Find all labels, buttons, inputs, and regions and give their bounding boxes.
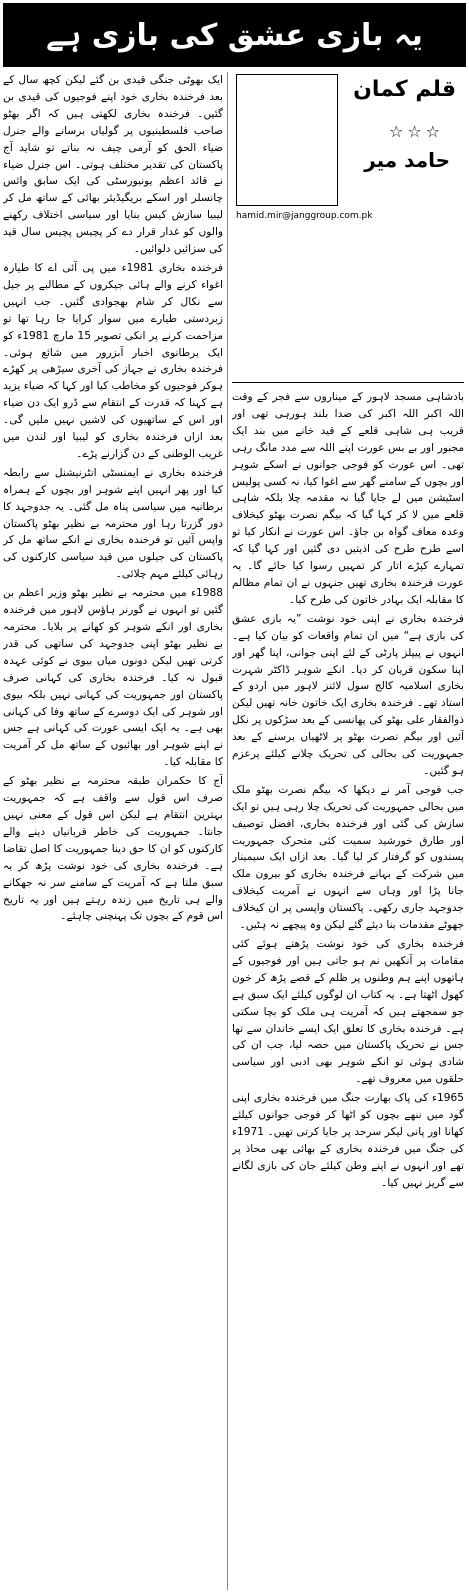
article-body-right-column: [232, 72, 464, 1590]
article-body-left-column: [3, 72, 223, 1590]
paragraph: ایک بھوٹی جنگی قیدی بن گئے لیکن کچھ سال کے بعد فرخندہ بخاری خود اپنے فوجیوں کی قیدی بن گئیں۔ فرخندہ بخاری لکھتی ہیں کہ اگر بھٹو صاحب فلسطینیوں پر گولیاں برسانے والے جنرل ضیاء الحق کو آرمی چیف نہ بناتے تو شاید آج پاکستان کی تقدیر مختلف ہوتی۔ اس جنرل ضیاء نے قائد اعظم یونیورسٹی کی ایک سابق وائس چانسلر اور اسکے بریگیڈیئر بھائی کے ساتھ مل کر لیبیا سازش کیس بنایا اور سیاسی اختلاف رکھنے والوں کو غدار قرار دے کر پچیس پچیس سال قید کی سزائیں دلوائیں۔: [3, 74, 223, 256]
article-title-text: یہ بازی عشق کی بازی ہے: [46, 17, 423, 53]
paragraph: جب فوجی آمر نے دیکھا کہ بیگم نصرت بھٹو ملک میں بحالی جمہوریت کی تحریک چلا رہی ہیں تو ایک سازش کی گئی اور فرخندہ بخاری، افضل توصیف اور طارق خورشید سمیت کئی متحرک جمہوریت پسندوں کو گرفتار کر لیا گیا۔ بعد ازاں ایک سیمینار میں شرکت کے بہانے فرخندہ بخاری کو بیرون ملک جانا پڑا اور وہاں سے انہوں نے آمریت کیخلاف جدوجہد جاری رکھی۔ پاکستان واپسی پر ان کیخلاف جھوٹے مقدمات بنا دیئے گئے لیکن وہ پیچھے نہ ہٹیں۔: [232, 783, 464, 932]
paragraph: فرخندہ بخاری 1981ء میں پی آئی اے کا طیارہ اغواء کرنے والے ہائی جیکروں کے مطالبے پر جیل سے نکال کر شام بھجوادی گئیں۔ جب انہیں زبردستی طیارے میں سوار کرایا جا رہا تھا تو مزاحمت کرنے پر انکی تصویر 15 مارچ 1981ء کو ایک برطانوی اخبار آبزرور میں شائع ہوئی۔ فرخندہ بخاری نے جہاز کی آخری سیڑھی پر کھڑے ہوکر فوجیوں کو مخاطب کیا اور کہا کہ ضیاء یزید ہے کہنا کہ قدرت کے انتقام سے ڈرو ایک دن ضیاء اور اس کے ساتھیوں کی لاشیں نہیں ملیں گی۔ بعد ازاں فرخندہ بخاری کو لیبیا اور لندن میں غریب الوطنی کے دن گزارنے پڑے۔: [3, 261, 223, 460]
author-photo: [236, 74, 338, 206]
column-divider: [227, 72, 228, 1590]
paragraph: فرخندہ بخاری نے ایمنسٹی انٹرنیشنل سے رابطہ کیا اور پھر انہیں اپنے شوہر اور بچوں کے ہمراہ برطانیہ میں سیاسی پناہ مل گئی۔ یہ جدوجہد کا دور گزرتا رہا اور محترمہ بے نظیر بھٹو پاکستان واپس آئیں تو فرخندہ بخاری نے انکے ساتھ مل کر پاکستان کی جیلوں میں قید سیاسی کارکنوں کی رہائی کیلئے مہم چلائی۔: [3, 466, 223, 581]
author-name: حامد میر: [364, 148, 450, 172]
star-icons: ☆☆☆: [388, 122, 444, 141]
byline-box: [232, 72, 464, 383]
author-email[interactable]: hamid.mir@janggroup.com.pk: [236, 211, 373, 221]
paragraph: 1965ء کی پاک بھارت جنگ میں فرخندہ بخاری اپنی گود میں ننھے بچوں کو اٹھا کر فوجی جوانوں کیلئے کھانا اور پانی لیکر سرحد پر جایا کرتی تھیں۔ 1971ء کی جنگ میں فرخندہ بخاری کے بھائی بھی محاذ پر تھے اور انہوں نے اپنے وطن کیلئے جان کی بازی لگانے سے گریز نہیں کیا۔: [232, 1092, 464, 1189]
article-title: [3, 3, 466, 67]
paragraph: فرخندہ بخاری کی خود نوشت پڑھتے ہوئے کئی مقامات پر آنکھیں نم ہو جاتی ہیں اور فوجیوں کے ہاتھوں اپنے ہم وطنوں پر ظلم کے قصے پڑھ کر خون کھول اٹھتا ہے۔ یہ کتاب ان لوگوں کیلئے ایک سبق ہے جو سمجھتے ہیں کہ آمریت ہی ملک کو بچا سکتی ہے۔ فرخندہ بخاری کا تعلق ایک ایسے خاندان سے تھا جس نے تحریک پاکستان میں حصہ لیا، جب ان کی شادی ہوئی تو انکے شوہر بھی ادبی اور سیاسی حلقوں میں معروف تھے۔: [232, 938, 464, 1086]
right-body-text: [232, 383, 464, 1192]
paragraph: بادشاہی مسجد لاہور کے میناروں سے فجر کے وقت اللہ اکبر اللہ اکبر کی صدا بلند ہورہی تھی اور قریب ہی شاہی قلعے کے قید خانے میں بند ایک مجبور اور بے بس عورت اپنے اللہ سے مدد مانگ رہی تھی۔ اس عورت کو فوجی جوانوں نے اسکے شوہر اور بچوں کے سامنے گھر سے اغوا کیا، نہ کسی پولیس اسٹیشن میں لے جایا گیا نہ مقدمہ چلا بلکہ شاہی قلعے میں لا کر کہا گیا کہ بیگم نصرت بھٹو کیخلاف وعدہ معاف گواہ بن جاؤ۔ اس عورت نے انکار کیا تو اسے طرح طرح کی اذیتیں دی گئیں اور کہا گیا کہ تمہارے کپڑے اتار کر تمہیں رسوا کیا جائے گا۔ یہ عورت فرخندہ بخاری تھیں جنہوں نے ان تمام مظالم کا مقابلہ ایک بہادر خاتون کی طرح کیا۔: [232, 391, 464, 606]
paragraph: 1988ء میں محترمہ بے نظیر بھٹو وزیر اعظم بن گئیں تو انہوں نے گورنر ہاؤس لاہور میں فرخندہ بخاری اور انکے شوہر کو کھانے پر بلایا۔ محترمہ بے نظیر بھٹو اپنی جدوجہد کی ساتھی کی قدر کرتی تھیں لیکن دونوں میاں بیوی نے کوئی عہدہ قبول نہ کیا۔ فرخندہ بخاری کی کہانی صرف پاکستان اور جمہوریت کی کہانی نہیں بلکہ بیوی اور شوہر کی ایک دوسرے کے ساتھ وفا کی کہانی بھی ہے۔ یہ ایک ایسی عورت کی کہانی ہے جس نے اپنے شوہر اور بھائیوں کے ساتھ مل کر آمریت کا مقابلہ کیا۔: [3, 587, 223, 769]
column-name: قلم کمان: [353, 77, 456, 102]
paragraph: آج کا حکمران طبقہ محترمہ بے نظیر بھٹو کے صرف اس قول سے واقف ہے کہ جمہوریت بہترین انتقام ہے لیکن اس قول کے معنی نہیں جانتا۔ جمہوریت کی خاطر قربانیاں دینے والے کارکنوں کو ان کا حق دینا جمہوریت کا اصل تقاضا ہے۔ فرخندہ بخاری کی خود نوشت پڑھ کر یہ سبق ملتا ہے کہ آمریت کے سامنے سر نہ جھکانے والے ہی تاریخ میں زندہ رہتے ہیں اور یہ تاریخ اس قوم کے بچوں تک پہنچنی چاہئے۔: [3, 775, 223, 923]
paragraph: فرخندہ بخاری نے اپنی خود نوشت ”یہ بازی عشق کی بازی ہے“ میں ان تمام واقعات کو بیان کیا ہے۔ انہوں نے پیپلز پارٹی کے لئے اپنی جوانی، اپنا گھر اور اپنا سکون قربان کر دیا۔ انکے شوہر ڈاکٹر شہرت بخاری اسلامیہ کالج سول لائنز لاہور میں اردو کے استاد تھے۔ فرخندہ بخاری ایک خاتون خانہ تھیں لیکن ذوالفقار علی بھٹو کی پھانسی کے بعد سڑکوں پر نکل آئیں اور بیگم نصرت بھٹو پر لاٹھیاں برسنے کے بعد جمہوریت کی بحالی کی تحریک چلانے کیلئے پرعزم ہو گئیں۔: [232, 612, 464, 777]
